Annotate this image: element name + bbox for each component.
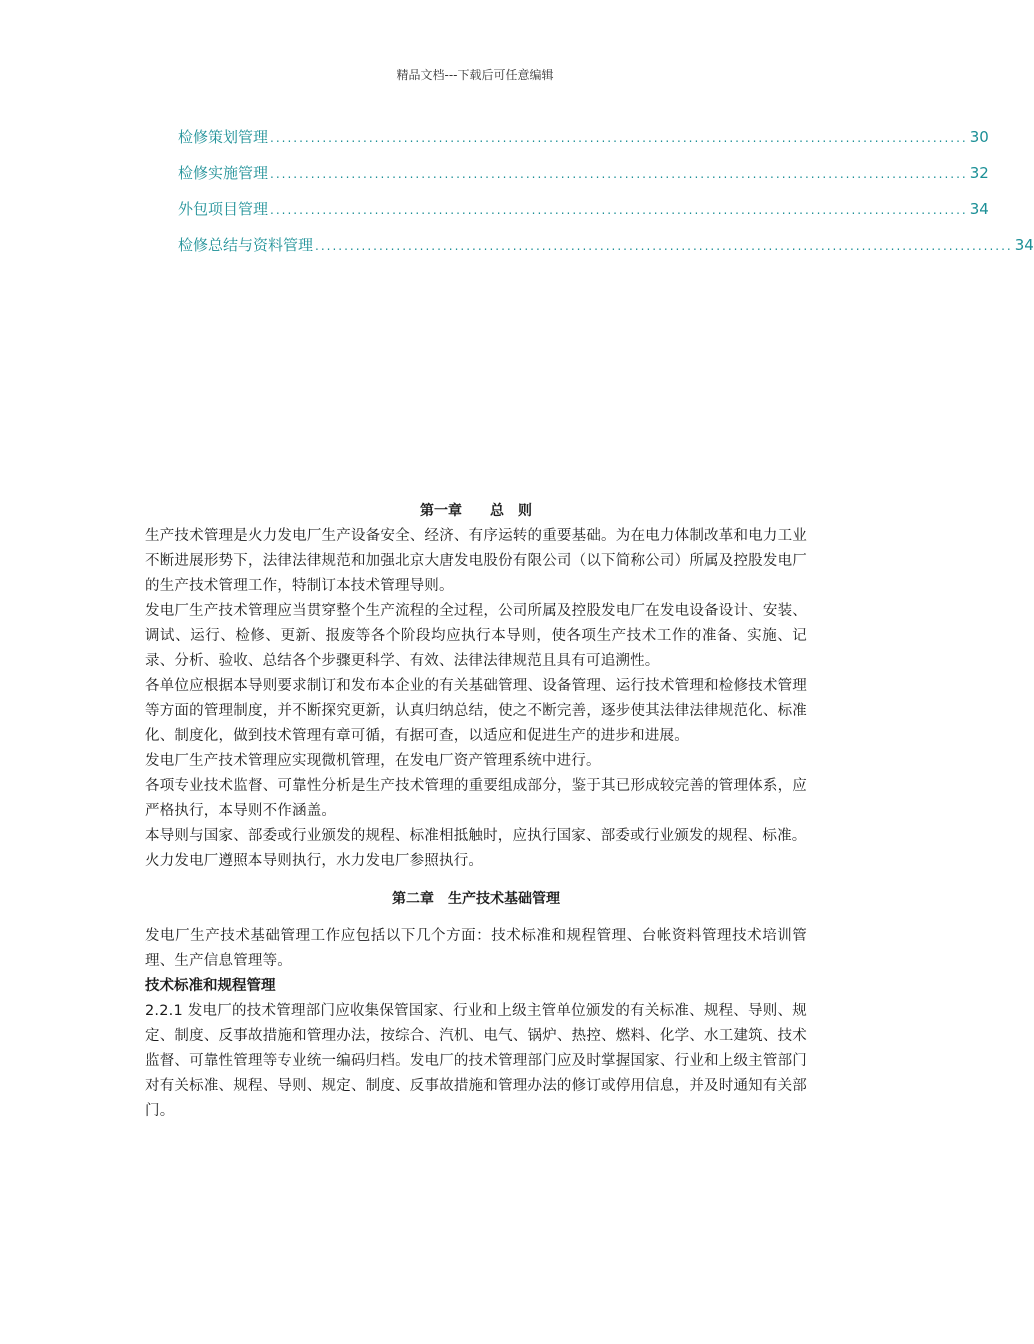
table-of-contents	[178, 126, 1034, 270]
toc-entry[interactable]	[178, 198, 989, 234]
paragraph: 生产技术管理是火力发电厂生产设备安全、经济、有序运转的重要基础。为在电力体制改革和电力工业不断进展形势下，法律法律规范和加强北京大唐发电股份有限公司（以下简称公司）所属及控股发电厂的生产技术管理工作，特制订本技术管理导则。	[145, 528, 807, 594]
paragraph: 本导则与国家、部委或行业颁发的规程、标准相抵触时，应执行国家、部委或行业颁发的规程、标准。	[145, 828, 807, 844]
toc-entry-label[interactable]: 检修实施管理	[178, 164, 269, 182]
paragraph: 火力发电厂遵照本导则执行，水力发电厂参照执行。	[145, 853, 484, 869]
toc-leader-dots: ........................................................................................................................	[315, 239, 1013, 253]
paragraph: 发电厂生产技术管理应实现微机管理，在发电厂资产管理系统中进行。	[145, 753, 601, 769]
toc-entry-label[interactable]: 检修策划管理	[178, 128, 269, 146]
paragraph: 发电厂生产技术管理应当贯穿整个生产流程的全过程，公司所属及控股发电厂在发电设备设计、安装、调试、运行、检修、更新、报废等各个阶段均应执行本导则，使各项生产技术工作的准备、实施、记录、分析、验收、总结各个步骤更科学、有效、法律法律规范且具有可追溯性。	[145, 603, 807, 669]
page-header: 精品文档---下载后可任意编辑	[396, 68, 554, 82]
chapter-2-title: 第二章 生产技术基础管理	[392, 891, 560, 907]
toc-entry[interactable]	[178, 162, 989, 198]
toc-entry-page[interactable]: 32	[969, 164, 989, 182]
paragraph: 各项专业技术监督、可靠性分析是生产技术管理的重要组成部分，鉴于其已形成较完善的管理体系，应严格执行，本导则不作涵盖。	[145, 778, 807, 819]
toc-entry-page[interactable]: 30	[969, 128, 989, 146]
toc-entry-label[interactable]: 外包项目管理	[178, 200, 269, 218]
toc-leader-dots: ........................................................................................................................	[270, 203, 968, 217]
toc-entry[interactable]	[178, 126, 989, 162]
toc-leader-dots: ........................................................................................................................	[270, 131, 968, 145]
toc-entry[interactable]	[178, 234, 1034, 270]
chapter-1-title: 第一章 总 则	[420, 503, 532, 519]
section-heading: 技术标准和规程管理	[145, 978, 276, 994]
paragraph: 2.2.1 发电厂的技术管理部门应收集保管国家、行业和上级主管单位颁发的有关标准、规程、导则、规定、制度、反事故措施和管理办法，按综合、汽机、电气、锅炉、热控、燃料、化学、水工建筑、技术监督、可靠性管理等专业统一编码归档。发电厂的技术管理部门应及时掌握国家、行业和上级主管部门对有关标准、规程、导则、规定、制度、反事故措施和管理办法的修订或停用信息，并及时通知有关部门。	[145, 1003, 807, 1119]
toc-entry-page[interactable]: 34	[969, 200, 989, 218]
toc-leader-dots: ........................................................................................................................	[270, 167, 968, 181]
document-body	[145, 498, 807, 1124]
toc-entry-label[interactable]: 检修总结与资料管理	[178, 236, 314, 254]
paragraph: 发电厂生产技术基础管理工作应包括以下几个方面：技术标准和规程管理、台帐资料管理技术培训管理、生产信息管理等。	[145, 928, 807, 969]
toc-entry-page[interactable]: 34	[1014, 236, 1034, 254]
paragraph: 各单位应根据本导则要求制订和发布本企业的有关基础管理、设备管理、运行技术管理和检修技术管理等方面的管理制度，并不断探究更新，认真归纳总结，使之不断完善，逐步使其法律法律规范化、标准化、制度化，做到技术管理有章可循，有据可查，以适应和促进生产的进步和进展。	[145, 678, 807, 744]
